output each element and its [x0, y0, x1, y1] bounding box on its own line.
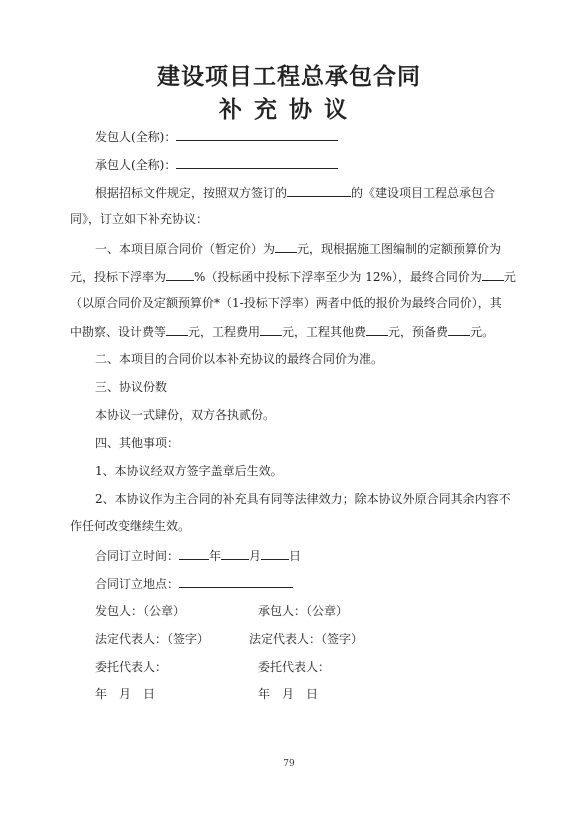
contract-place-label: 合同订立地点：: [95, 577, 180, 591]
clause1-line-3: [70, 295, 502, 311]
clause3-body: 本协议一式肆份，双方各执贰份。: [95, 408, 276, 422]
sign-a-party: 发包人：（公章）: [95, 604, 186, 618]
clause4-item1: 1、本协议经双方签字盖章后生效。: [95, 464, 283, 478]
year-blank: [179, 547, 209, 560]
clause1-text-4d: 元，预备费: [388, 325, 449, 339]
intro-text-a: 根据招标文件规定，按照双方签订的: [95, 186, 288, 200]
month-label: 月: [249, 549, 262, 563]
clause1-text-4a: 中勘察、设计费等: [70, 325, 167, 339]
party-a-line: [95, 128, 338, 145]
final-price-blank: [482, 268, 504, 281]
document-subtitle: 补充协议: [219, 97, 359, 123]
clause1-text-1b: 元，现根据施工图编制的定额预算价为: [297, 242, 502, 256]
discount-rate-blank: [166, 268, 194, 281]
design-fee-blank: [166, 323, 188, 336]
clause2: 二、本项目的合同价以本补充协议的最终合同价为准。: [95, 352, 384, 366]
page-number: 79: [283, 759, 295, 769]
intro-text-c: 同》，订立如下补充协议：: [70, 212, 209, 226]
reserve-fee-blank: [448, 323, 470, 336]
contract-place-line: [95, 575, 293, 592]
party-a-blank: [176, 128, 338, 141]
sign-b-agent: 委托代表人：: [258, 660, 331, 674]
sign-b-rep: 法定代表人：（签字）: [249, 632, 364, 646]
clause1-text-2b: %（投标函中投标下浮率至少为 12%），最终合同价为: [194, 270, 482, 284]
clause1-text-2a: 元，投标下浮率为: [70, 270, 167, 284]
clause1-line-4: [70, 323, 494, 340]
sign-b-date: 年 月 日: [258, 687, 319, 701]
clause1-text-4b: 元，工程费用: [188, 325, 261, 339]
contract-date-line: [95, 547, 301, 564]
clause1-text-2c: 元: [503, 270, 516, 284]
party-b-label: 承包人(全称)：: [95, 158, 177, 172]
day-label: 日: [289, 549, 302, 563]
clause4-item2-line2: 作任何改变继续生效。: [70, 519, 191, 533]
clause1-line-2: [70, 268, 516, 285]
clause1-line-1: [95, 240, 501, 257]
party-a-label: 发包人(全称)：: [95, 130, 177, 144]
original-price-blank: [275, 240, 297, 253]
clause1-text-4c: 元，工程其他费: [282, 325, 367, 339]
party-b-blank: [176, 156, 338, 169]
clause1-text-1a: 一、本项目原合同价（暂定价）为: [95, 242, 276, 256]
clause1-text-3: （以原合同价及定额预算价*（1-投标下浮率）两者中低的报价为最终合同价），其: [70, 296, 502, 310]
contract-name-blank: [287, 184, 351, 197]
sign-a-agent: 委托代表人：: [95, 660, 168, 674]
intro-line-1: [95, 184, 495, 201]
sign-b-party: 承包人：（公章）: [258, 604, 349, 618]
engineering-fee-blank: [260, 323, 282, 336]
month-blank: [221, 547, 249, 560]
year-label: 年: [209, 549, 222, 563]
clause4-title: 四、其他事项：: [95, 436, 180, 450]
clause3-title: 三、协议份数: [95, 380, 168, 394]
contract-date-label: 合同订立时间：: [95, 549, 180, 563]
intro-text-b: 的《建设项目工程总承包合: [351, 186, 496, 200]
place-blank: [179, 575, 293, 588]
clause1-text-4e: 元。: [470, 325, 495, 339]
sign-a-rep: 法定代表人：（签字）: [95, 632, 210, 646]
sign-a-date: 年 月 日: [95, 687, 156, 701]
party-b-line: [95, 156, 338, 173]
clause4-item2-line1: 2、本协议作为主合同的补充具有同等法律效力；除本协议外原合同其余内容不: [95, 492, 511, 506]
intro-line-2: [70, 211, 208, 227]
document-title: 建设项目工程总承包合同: [157, 64, 421, 90]
other-fee-blank: [366, 323, 388, 336]
day-blank: [261, 547, 289, 560]
